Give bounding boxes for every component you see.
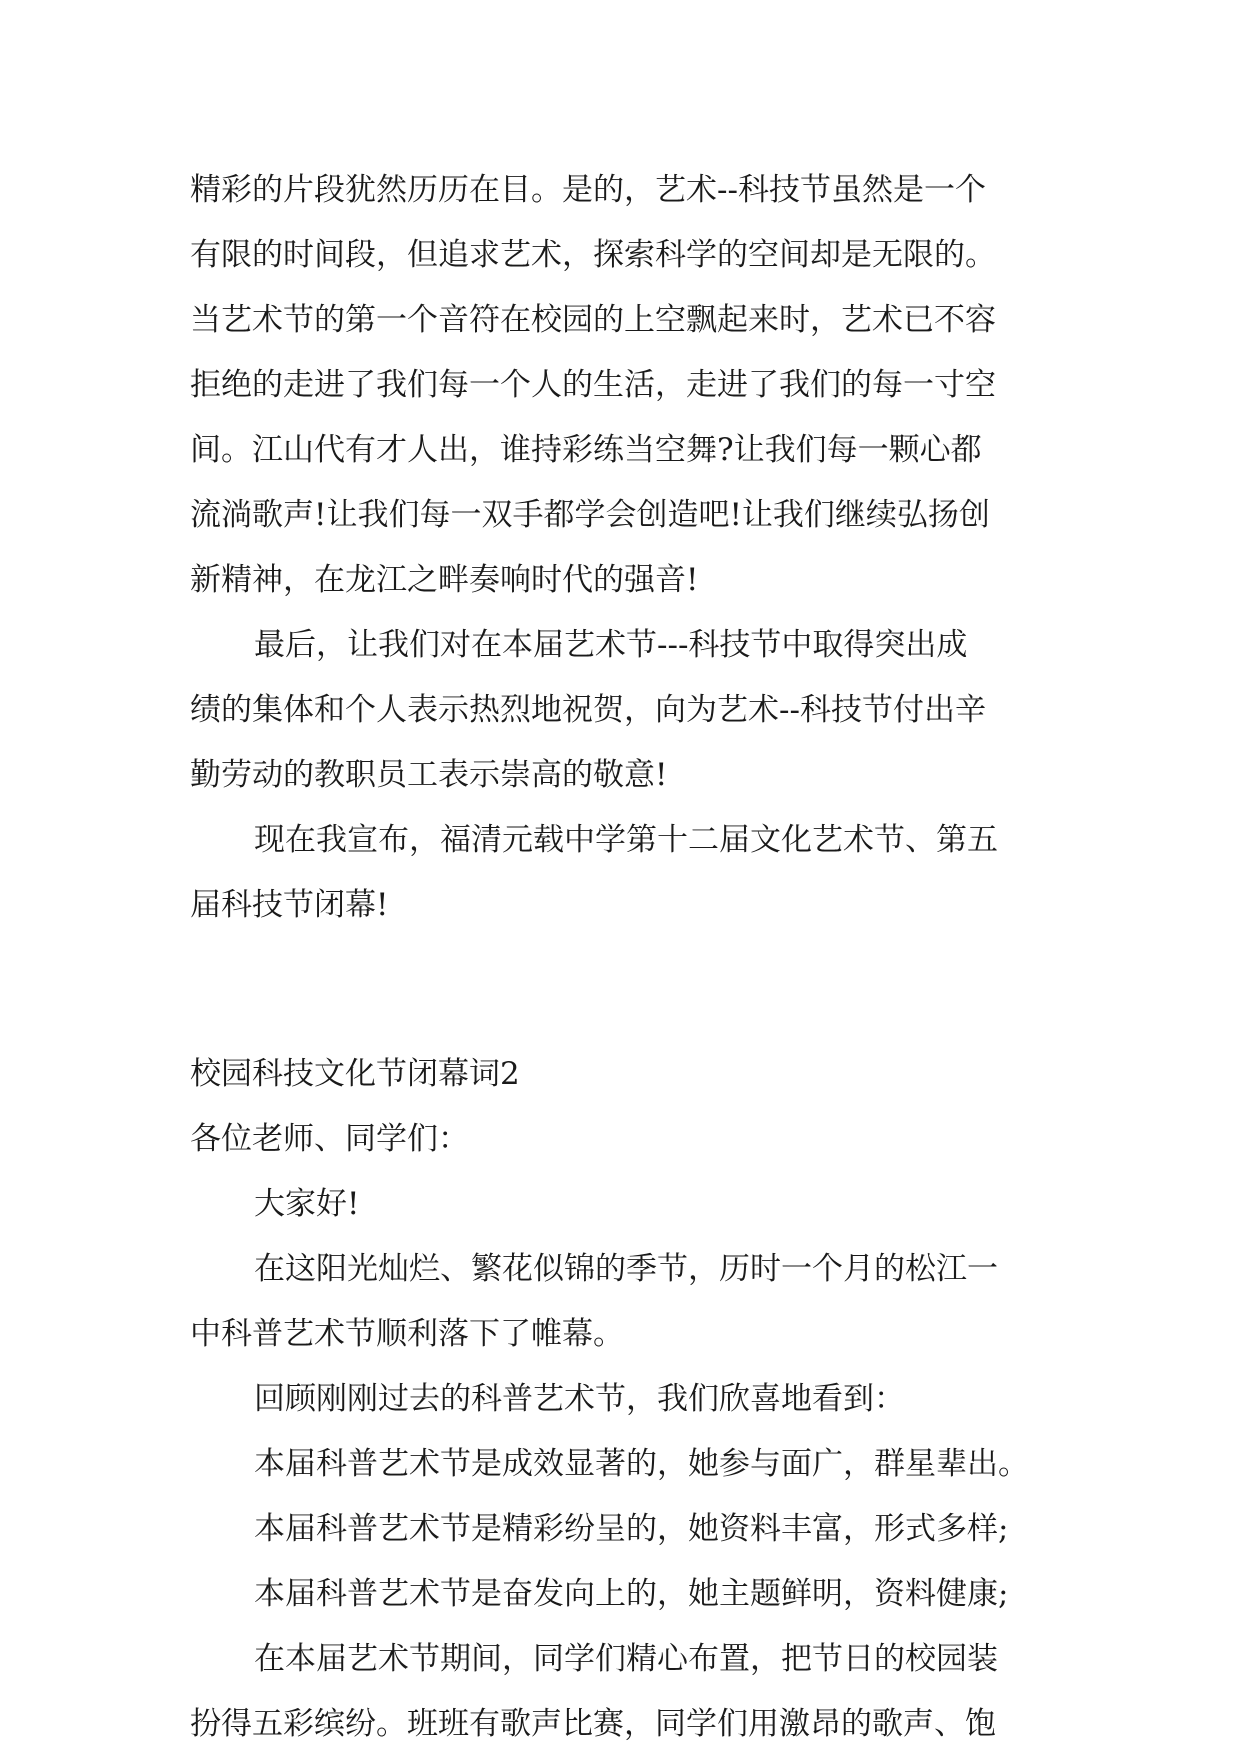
text-line: 有限的时间段，但追求艺术，探索科学的空间却是无限的。 [190,237,996,273]
text-line: 在本届艺术节期间，同学们精心布置，把节日的校园装 [254,1641,998,1677]
text-line: 流淌歌声!让我们每一双手都学会创造吧!让我们继续弘扬创 [190,497,990,533]
text-line: 新精神，在龙江之畔奏响时代的强音! [190,562,699,598]
text-line: 本届科普艺术节是奋发向上的，她主题鲜明，资料健康; [254,1576,1009,1612]
text-line: 勤劳动的教职员工表示崇高的敬意! [190,757,668,793]
document-body [190,158,1070,1757]
text-line: 在这阳光灿烂、繁花似锦的季节，历时一个月的松江一 [254,1251,998,1287]
text-line: 间。江山代有才人出，谁持彩练当空舞?让我们每一颗心都 [190,432,982,468]
text-line: 回顾刚刚过去的科普艺术节，我们欣喜地看到： [254,1381,905,1417]
text-line: 最后，让我们对在本届艺术节---科技节中取得突出成 [254,627,968,663]
salutation: 各位老师、同学们： [190,1121,469,1157]
section-gap [190,938,1070,1042]
text-line: 届科技节闭幕! [190,887,389,923]
text-line: 本届科普艺术节是成效显著的，她参与面广，群星辈出。 [254,1446,1029,1482]
section-title: 校园科技文化节闭幕词2 [190,1056,520,1092]
text-line: 拒绝的走进了我们每一个人的生活，走进了我们的每一寸空 [190,367,996,403]
text-line: 现在我宣布，福清元载中学第十二届文化艺术节、第五 [254,822,998,858]
text-line: 当艺术节的第一个音符在校园的上空飘起来时，艺术已不容 [190,302,996,338]
text-line: 精彩的片段犹然历历在目。是的，艺术--科技节虽然是一个 [190,172,986,208]
text-line: 绩的集体和个人表示热烈地祝贺，向为艺术--科技节付出辛 [190,692,986,728]
text-line: 扮得五彩缤纷。班班有歌声比赛，同学们用激昂的歌声、饱 [190,1706,996,1742]
text-line: 本届科普艺术节是精彩纷呈的，她资料丰富，形式多样; [254,1511,1009,1547]
text-line: 中科普艺术节顺利落下了帷幕。 [190,1316,624,1352]
greeting: 大家好! [254,1186,360,1222]
